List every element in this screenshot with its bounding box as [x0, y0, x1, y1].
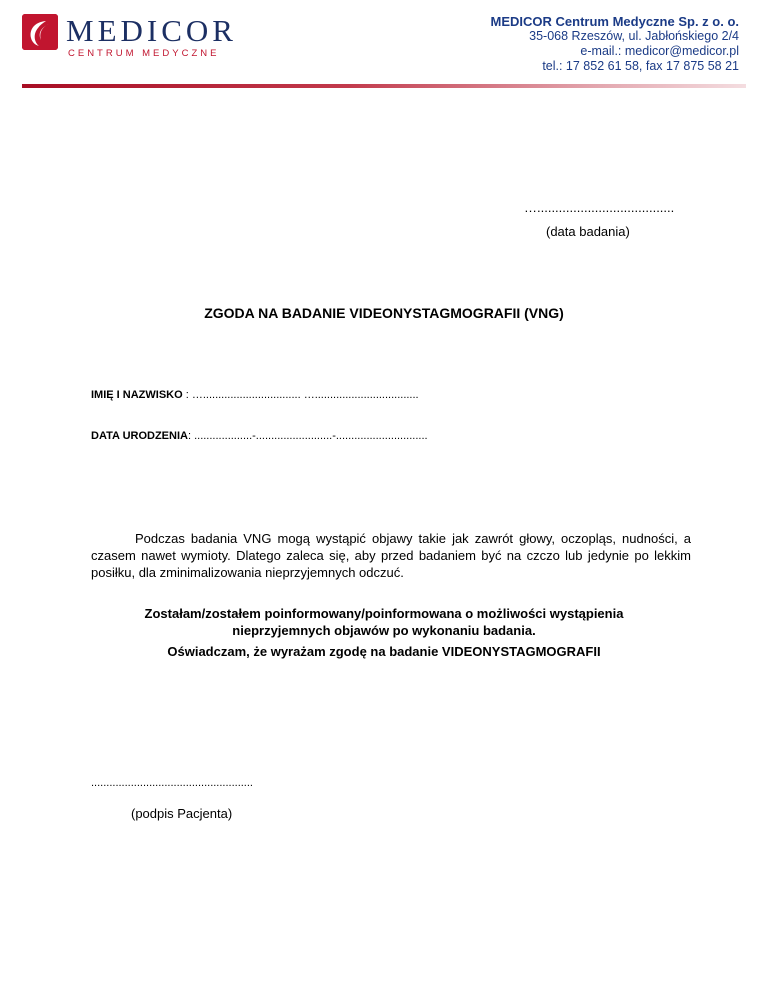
- signature-line: .....................................................: [91, 777, 253, 789]
- logo-name: MEDICOR: [66, 13, 237, 48]
- patient-name-field: [91, 389, 419, 401]
- consent-declaration: Oświadczam, że wyrażam zgodę na badanie VIDEONYSTAGMOGRAFII: [167, 644, 601, 659]
- medicor-emblem-icon: [22, 14, 58, 50]
- information-text: Podczas badania VNG mogą wystąpić objawy takie jak zawrót głowy, oczopląs, nudności, a czasem nawet wymioty. Dlatego zaleca się, aby przed badaniem być na czczo lub jedynie po lekkim posiłku, dla zminimalizowania nieprzyjemnych odczuć.: [91, 531, 691, 580]
- company-address: 35-068 Rzeszów, ul. Jabłońskiego 2/4: [529, 29, 739, 43]
- medicor-logo: [22, 14, 242, 60]
- information-paragraph: [91, 530, 691, 581]
- document-title: ZGODA NA BADANIE VIDEONYSTAGMOGRAFII (VNG): [204, 305, 564, 321]
- information-declaration-line-2: nieprzyjemnych objawów po wykonaniu badania.: [232, 623, 536, 638]
- patient-name-blank: : …................................ …..................................: [182, 389, 419, 401]
- header-divider: [22, 84, 746, 88]
- company-email: e-mail.: medicor@medicor.pl: [580, 44, 739, 58]
- information-declaration: [0, 605, 768, 639]
- birth-date-label: DATA URODZENIA: [91, 430, 188, 442]
- birth-date-blank: : ...................-.........................-..............................: [187, 430, 428, 442]
- company-name: MEDICOR Centrum Medyczne Sp. z o. o.: [490, 14, 739, 29]
- date-line: …......................................: [524, 200, 675, 215]
- signature-caption: (podpis Pacjenta): [131, 806, 233, 821]
- date-caption: (data badania): [546, 224, 630, 239]
- birth-date-field: [91, 430, 428, 442]
- patient-name-label: IMIĘ I NAZWISKO: [91, 389, 183, 401]
- company-phone: tel.: 17 852 61 58, fax 17 875 58 21: [542, 59, 739, 73]
- logo-subtitle: CENTRUM MEDYCZNE: [68, 48, 220, 59]
- company-info: [491, 14, 739, 74]
- information-declaration-line-1: Zostałam/zostałem poinformowany/poinformowana o możliwości wystąpienia: [144, 606, 624, 621]
